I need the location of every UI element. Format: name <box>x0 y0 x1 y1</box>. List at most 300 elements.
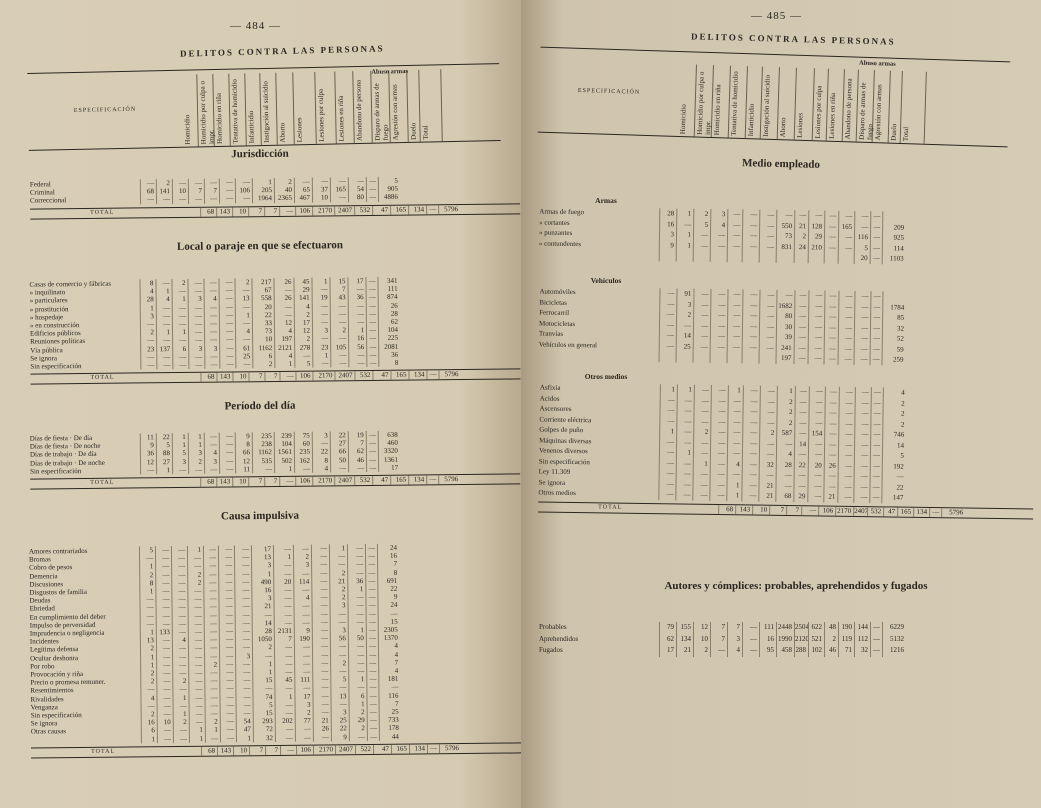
cell: 1 <box>156 466 172 474</box>
cell: — <box>378 683 400 691</box>
cell: — <box>172 603 188 611</box>
cell: — <box>188 628 204 636</box>
cell: — <box>367 733 379 741</box>
section2-rows <box>539 622 1034 657</box>
cell: — <box>659 299 676 310</box>
cell: — <box>742 622 759 634</box>
cell: 2 <box>252 360 274 368</box>
cell: — <box>156 604 172 612</box>
row-label: Probables <box>539 623 567 631</box>
cell: — <box>294 684 312 692</box>
cell: — <box>236 709 253 717</box>
cell <box>759 252 776 263</box>
cell: — <box>838 242 854 253</box>
cell: 39 <box>776 332 794 343</box>
cell: — <box>279 206 295 215</box>
cell: — <box>140 179 156 187</box>
cell: 43 <box>330 294 348 302</box>
cell: 1 <box>139 563 155 571</box>
cell: — <box>693 469 710 480</box>
cell: — <box>171 587 187 595</box>
cell: — <box>659 447 676 458</box>
cell: 21 <box>251 602 273 610</box>
cell: 29 <box>349 716 367 724</box>
cell: 26 <box>274 294 294 302</box>
cell: — <box>218 578 234 586</box>
cell: — <box>366 326 378 334</box>
cell: 1 <box>274 360 294 368</box>
cell: 79 <box>659 622 676 634</box>
cell: — <box>219 660 235 668</box>
cell: — <box>219 303 235 311</box>
cell: — <box>366 310 378 318</box>
cell: 7 <box>710 622 727 634</box>
cell: — <box>172 287 188 295</box>
cell: — <box>219 295 235 303</box>
cell: — <box>348 359 366 367</box>
cell: 10 <box>157 718 173 726</box>
cell: — <box>870 440 882 451</box>
cell: — <box>330 351 348 359</box>
cell: 17 <box>347 277 365 285</box>
cell: — <box>776 210 794 221</box>
row-label: Se ignora <box>30 719 58 728</box>
cell: — <box>365 569 377 577</box>
cell: — <box>294 464 312 472</box>
cell: 10 <box>232 477 248 486</box>
cell: 12 <box>274 319 294 327</box>
cell <box>726 352 741 363</box>
cell: — <box>793 481 807 492</box>
cell: — <box>869 492 881 503</box>
cell: — <box>219 603 235 611</box>
cell: 532 <box>354 206 372 215</box>
cell: — <box>676 426 693 437</box>
cell: — <box>794 210 808 221</box>
cell: — <box>236 701 253 709</box>
cell: — <box>235 685 252 693</box>
cell: 2407 <box>854 506 869 515</box>
cell: 2 <box>156 179 172 187</box>
cell: — <box>188 287 204 295</box>
cell: — <box>204 352 219 360</box>
cell: — <box>140 612 156 620</box>
column-header: Tentativa de homicidio <box>229 73 247 145</box>
cell: 20 <box>252 303 274 311</box>
cell: — <box>280 746 296 755</box>
cell: 490 <box>251 578 273 586</box>
cell: — <box>348 683 366 691</box>
cell: — <box>824 408 838 419</box>
cell: — <box>759 332 776 343</box>
cell: 2 <box>824 634 838 646</box>
cell: — <box>235 336 252 344</box>
cell: — <box>204 328 219 336</box>
row-label: Otros medios <box>538 488 576 498</box>
cell: — <box>869 482 881 493</box>
cell: — <box>235 619 252 627</box>
cell: 2 <box>882 408 906 419</box>
cell: — <box>367 724 379 732</box>
cell: 162 <box>294 456 312 464</box>
cell: 128 <box>808 221 824 232</box>
cell: — <box>727 300 742 311</box>
cell: 95 <box>759 645 776 657</box>
cell: — <box>871 398 883 409</box>
cell: 7 <box>249 746 265 755</box>
cell: — <box>274 302 294 310</box>
cell: 104 <box>274 440 294 448</box>
cell: — <box>710 331 727 342</box>
cell: — <box>366 675 378 683</box>
cell: 106 <box>296 745 313 754</box>
cell: 4 <box>140 287 156 295</box>
cell: — <box>171 562 187 570</box>
cell: — <box>204 179 219 187</box>
cell: 15 <box>253 709 275 717</box>
cell: — <box>155 562 171 570</box>
cell: 1 <box>726 480 741 491</box>
row-label: Se ignora <box>30 354 57 363</box>
cell: 6229 <box>882 622 906 634</box>
cell: 925 <box>882 232 906 243</box>
cell: 62 <box>378 318 400 326</box>
cell: — <box>659 405 676 416</box>
cell: 2 <box>777 396 795 407</box>
cell: — <box>203 587 218 595</box>
cell: — <box>837 354 853 365</box>
cell: 36 <box>347 577 365 585</box>
cell: — <box>348 285 366 293</box>
cell: — <box>711 385 728 396</box>
cell: — <box>172 669 188 677</box>
cell: 14 <box>252 619 274 627</box>
cell <box>676 250 693 261</box>
cell: — <box>188 644 204 652</box>
cell: 1370 <box>378 634 400 642</box>
cell: — <box>366 634 378 642</box>
cell: — <box>155 579 171 587</box>
cell: — <box>742 448 759 459</box>
cell: 2 <box>693 209 710 220</box>
row-label: Golpes de puño <box>539 425 584 435</box>
cell: 20 <box>273 578 293 586</box>
row-label <box>539 249 659 261</box>
cell: — <box>741 480 758 491</box>
cell: — <box>366 683 378 691</box>
cell: — <box>219 652 235 660</box>
cell: — <box>870 211 882 222</box>
cell: — <box>808 332 824 343</box>
cell: — <box>676 468 693 479</box>
cell: 7 <box>786 506 801 515</box>
cell: — <box>854 450 870 461</box>
column-header: Disparo de armas de fuego <box>857 70 875 142</box>
cell: 197 <box>274 335 294 343</box>
cell: 8 <box>235 440 252 448</box>
cell: 22 <box>252 311 274 319</box>
cell: 1162 <box>252 448 274 456</box>
cell <box>727 251 742 262</box>
cell: — <box>366 318 378 326</box>
cell: — <box>156 677 172 685</box>
cell: 143 <box>216 207 232 216</box>
cell: 15 <box>252 676 274 684</box>
cell: 66 <box>330 448 348 456</box>
cell: — <box>274 610 294 618</box>
cell: 56 <box>330 634 348 642</box>
cell: 6 <box>252 352 274 360</box>
cell: — <box>776 470 794 481</box>
section-title: Medio empleado <box>741 157 821 171</box>
cell: — <box>204 303 219 311</box>
cell: 80 <box>776 311 794 322</box>
cell: 2 <box>293 553 311 561</box>
column-header: Total <box>419 69 443 141</box>
row-label: Reuniones políticas <box>30 337 86 346</box>
cell: — <box>235 660 252 668</box>
cell: — <box>742 469 759 480</box>
cell: 746 <box>882 429 906 440</box>
cell: — <box>218 570 234 578</box>
cell: — <box>824 291 838 302</box>
column-header: Duelo <box>407 70 421 142</box>
cell: 5 <box>253 701 275 709</box>
cell: — <box>759 231 776 242</box>
cell: — <box>366 177 378 185</box>
row-label: Automóviles <box>539 287 576 297</box>
cell: — <box>837 492 853 503</box>
cell: 1 <box>252 668 274 676</box>
cell: — <box>659 320 676 331</box>
cell: — <box>366 464 378 472</box>
cell: 532 <box>354 476 372 485</box>
cell: 3 <box>172 458 188 466</box>
cell: — <box>173 726 189 734</box>
row-label: Sin especificación <box>30 466 82 476</box>
cell: 4 <box>727 645 742 657</box>
cell: — <box>330 464 348 472</box>
cell: 9 <box>331 733 349 741</box>
cell: 4 <box>293 594 311 602</box>
row-label: Días de fiesta · De día <box>29 433 93 443</box>
cell: 467 <box>294 194 312 202</box>
cell: 106 <box>818 506 835 515</box>
cell: 111 <box>294 676 312 684</box>
cell <box>692 352 709 363</box>
row-label <box>539 350 659 362</box>
cell: — <box>172 685 188 693</box>
cell: 17 <box>659 645 676 657</box>
cell: 28 <box>140 296 156 304</box>
cell: 2305 <box>378 626 400 634</box>
cell: — <box>808 322 824 333</box>
cell: 3 <box>329 602 347 610</box>
cell: 29 <box>793 491 807 502</box>
cell: — <box>188 636 204 644</box>
cell: — <box>252 684 274 692</box>
cell: — <box>838 450 854 461</box>
cell: — <box>203 595 218 603</box>
cell: 62 <box>659 634 676 646</box>
row-label: Casas de comercio y fábricas <box>29 279 112 289</box>
cell: — <box>156 337 172 345</box>
cell: 7 <box>264 477 279 486</box>
cell: — <box>293 569 311 577</box>
row-label: Bicicletas <box>539 298 567 307</box>
cell: 2504 <box>794 622 808 634</box>
cell: — <box>204 195 219 203</box>
cell: — <box>710 289 727 300</box>
running-title-right: DELITOS CONTRA LAS PERSONAS <box>690 31 896 47</box>
cell: — <box>220 701 236 709</box>
cell: — <box>824 301 838 312</box>
cell: 68 <box>201 746 217 755</box>
cell: 16 <box>141 719 157 727</box>
cell: — <box>854 343 870 354</box>
cell: 874 <box>378 293 400 301</box>
cell: — <box>366 334 378 342</box>
cell: 1 <box>777 386 795 397</box>
cell: — <box>293 602 311 610</box>
cell: — <box>824 232 838 243</box>
cell: 54 <box>236 718 253 726</box>
cell: 2 <box>776 407 794 418</box>
cell: — <box>742 406 759 417</box>
cell: 460 <box>378 439 400 447</box>
cell: 181 <box>378 675 400 683</box>
cell: — <box>365 601 377 609</box>
right-page <box>521 0 1041 808</box>
row-label: Deudas <box>29 596 51 605</box>
cell: 144 <box>854 622 870 634</box>
cell: — <box>204 311 219 319</box>
group-title: Vehículos <box>590 276 622 285</box>
cell: 532 <box>354 371 372 380</box>
cell: 137 <box>156 345 172 353</box>
cell: 45 <box>293 278 311 286</box>
cell: 2 <box>883 398 907 409</box>
cell: — <box>838 471 854 482</box>
cell: — <box>293 545 311 553</box>
cell: — <box>367 716 379 724</box>
cell: 202 <box>275 717 295 725</box>
cell: — <box>172 320 188 328</box>
cell: 111 <box>759 622 776 634</box>
row-label: Federal <box>29 180 51 189</box>
cell: 102 <box>808 645 824 657</box>
cell: — <box>795 397 809 408</box>
cell: — <box>824 242 838 253</box>
row-label: » en construcción <box>29 321 80 330</box>
cell: — <box>727 342 742 353</box>
cell: 8 <box>312 456 330 464</box>
row-label: Ascensores <box>539 404 572 413</box>
group-rows <box>539 287 1035 367</box>
cell: — <box>743 385 760 396</box>
cell: — <box>156 636 172 644</box>
cell: 68 <box>775 491 793 502</box>
cell: — <box>759 300 776 311</box>
cell: 2170 <box>312 206 334 215</box>
cell: — <box>870 429 882 440</box>
cell: 622 <box>808 622 824 634</box>
cell: — <box>203 546 218 554</box>
cell: — <box>219 344 235 352</box>
cell: — <box>155 279 171 287</box>
cell <box>709 352 726 363</box>
cell: — <box>205 710 220 718</box>
cell: — <box>172 628 188 636</box>
cell: — <box>312 302 330 310</box>
cell: — <box>234 570 251 578</box>
cell: 1361 <box>378 455 400 463</box>
cell: — <box>742 417 759 428</box>
cell: — <box>870 634 882 646</box>
cell: — <box>366 626 378 634</box>
cell: — <box>727 310 742 321</box>
cell: — <box>759 241 776 252</box>
cell: — <box>219 644 235 652</box>
cell: — <box>854 439 870 450</box>
cell: 71 <box>838 645 854 657</box>
row-label: Bromas <box>28 555 51 564</box>
cell: — <box>347 593 365 601</box>
cell: — <box>234 594 251 602</box>
cell: 10 <box>232 373 248 382</box>
cell: 3 <box>251 561 273 569</box>
cell: 235 <box>252 432 274 440</box>
cell: — <box>219 465 235 473</box>
cell: 134 <box>913 507 929 516</box>
cell: — <box>711 395 728 406</box>
cell: — <box>172 195 188 203</box>
cell: 22 <box>881 482 905 493</box>
cell: — <box>794 290 808 301</box>
row-label: Criminal <box>29 188 55 197</box>
cell: 1 <box>172 694 188 702</box>
cell: — <box>312 651 330 659</box>
cell: — <box>218 554 234 562</box>
column-header: Abandono de persona <box>843 69 859 141</box>
cell: 12 <box>294 327 312 335</box>
cell: — <box>775 480 793 491</box>
cell: 141 <box>156 187 172 195</box>
cell: 13 <box>330 692 348 700</box>
cell: — <box>727 406 742 417</box>
cell: — <box>274 668 294 676</box>
cell: 7 <box>248 372 264 381</box>
cell: 17 <box>294 319 312 327</box>
cell: 22 <box>331 725 349 733</box>
cell: — <box>929 507 941 516</box>
cell: — <box>348 618 366 626</box>
cell: 235 <box>294 448 312 456</box>
cell: — <box>312 286 330 294</box>
cell: — <box>203 562 218 570</box>
cell: 4 <box>378 667 400 675</box>
cell: — <box>348 651 366 659</box>
cell: — <box>676 219 693 230</box>
cell: 116 <box>378 691 400 699</box>
row-label: Provocación y riña <box>30 670 84 679</box>
cell: 2170 <box>313 745 335 754</box>
cell: — <box>204 652 219 660</box>
cell: 106 <box>295 477 312 486</box>
cell: 7 <box>188 187 204 195</box>
cell: — <box>854 221 870 232</box>
section-title: Autores y cómplices: probables, aprehendidos y fugados <box>664 580 928 592</box>
